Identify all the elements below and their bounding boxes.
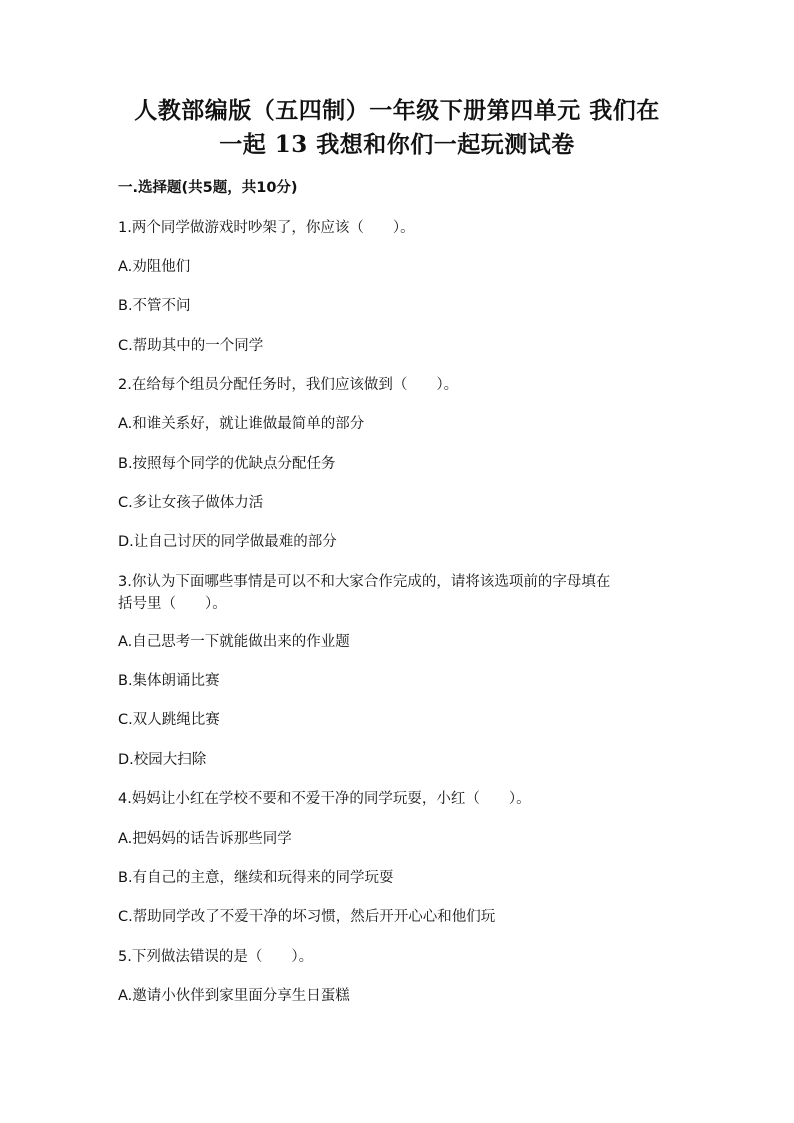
question-2-option-b: B.按照每个同学的优缺点分配任务	[118, 456, 336, 472]
question-5-option-a: A.邀请小伙伴到家里面分享生日蛋糕	[118, 988, 350, 1004]
question-1-option-b: B.不管不问	[118, 298, 191, 314]
question-3-option-a: A.自己思考一下就能做出来的作业题	[118, 634, 350, 650]
question-3-option-c: C.双人跳绳比赛	[118, 712, 220, 728]
question-4-option-a: A.把妈妈的话告诉那些同学	[118, 831, 292, 847]
question-4-option-c: C.帮助同学改了不爱干净的坏习惯，然后开开心心和他们玩	[118, 909, 496, 925]
question-4-option-b: B.有自己的主意，继续和玩得来的同学玩耍	[118, 870, 394, 886]
exam-title-line-2: 一起 13 我想和你们一起玩测试卷	[219, 131, 575, 158]
question-3-stem-line-1: 3.你认为下面哪些事情是可以不和大家合作完成的，请将该选项前的字母填在	[118, 574, 611, 590]
question-2-option-c: C.多让女孩子做体力活	[118, 495, 264, 511]
question-4-stem: 4.妈妈让小红在学校不要和不爱干净的同学玩耍，小红（ ）。	[118, 791, 531, 807]
question-3-stem-line-2: 括号里（ ）。	[118, 596, 227, 612]
question-1-option-c: C.帮助其中的一个同学	[118, 338, 264, 354]
question-1-stem: 1.两个同学做游戏时吵架了，你应该（ ）。	[118, 220, 415, 236]
question-3-option-b: B.集体朗诵比赛	[118, 673, 220, 689]
question-3-option-d: D.校园大扫除	[118, 752, 207, 768]
question-2-option-a: A.和谁关系好，就让谁做最简单的部分	[118, 416, 365, 432]
exam-title-line-1: 人教部编版（五四制）一年级下册第四单元 我们在	[134, 97, 660, 124]
question-2-stem: 2.在给每个组员分配任务时，我们应该做到（ ）。	[118, 377, 459, 393]
question-2-option-d: D.让自己讨厌的同学做最难的部分	[118, 534, 337, 550]
question-1-option-a: A.劝阻他们	[118, 259, 191, 275]
question-5-stem: 5.下列做法错误的是（ ）。	[118, 949, 314, 965]
section-heading: 一.选择题(共5题，共10分)	[118, 180, 298, 196]
